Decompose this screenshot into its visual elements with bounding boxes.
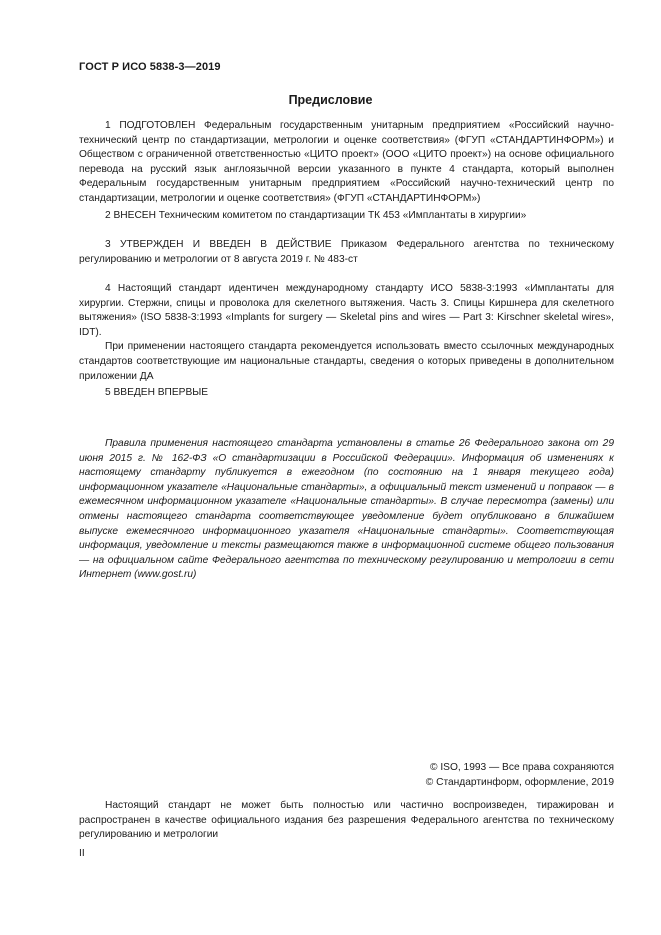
notice-text: Правила применения настоящего стандарта установлены в статье 26 Федерального закона от 29 июня 2015 г. № 162-ФЗ «О стандартизации в Российской Федерации». Информация об изменениях к настоящему стандарту публикуется в ежегодном (по состоянию на 1 января текущего года) информационном указателе «Национальные стандарты», а официальный текст изменений и поправок — в ежемесячном информационном указателе «Национальные стандарты». В случае пересмотра (замены) или отмены настоящего стандарта соответствующее уведомление будет опубликовано в ближайшем выпуске ежемесячного информационного указателя «Национальные стандарты». Соответствующая информация, уведомление и тексты размещаются также в информационной системе общего пользования — на официальном сайте Федерального агентства по техническому регулированию и метрологии в сети Интернет (www.gost.ru)	[79, 438, 614, 581]
preface-item-5	[79, 386, 614, 401]
standard-code-header: ГОСТ Р ИСО 5838-3—2019	[79, 61, 221, 73]
preface-paragraph: 1 ПОДГОТОВЛЕН Федеральным государственным унитарным предприятием «Российский научно-технический центр по стандартизации, метрологии и оценке соответствия» (ФГУП «СТАНДАРТИНФОРМ») и Обществом с ограниченной ответственностью «ЦИТО проект» (ООО «ЦИТО проект») на основе официального перевода на русский язык англоязычной версии указанного в пункте 4 стандарта, который выполнен Федеральным государственным унитарным предприятием «Российский научно-технический центр по стандартизации, метрологии и оценке соответствия» (ФГУП «СТАНДАРТИНФОРМ»)	[79, 120, 614, 204]
reproduction-text: Настоящий стандарт не может быть полностью или частично воспроизведен, тиражирован и распространен в качестве официального издания без разрешения Федерального агентства по техническому регулированию и метрологии	[79, 800, 614, 841]
iso-copyright: © ISO, 1993 — Все права сохраняются	[430, 762, 614, 773]
copyright-block	[426, 761, 614, 790]
preface-paragraph: 4 Настоящий стандарт идентичен международному стандарту ИСО 5838-3:1993 «Имплантаты для хирургии. Стержни, спицы и проволока для скелетного вытяжения. Часть 3. Спицы Киршнера для скелетного вытяжения» (ISO 5838-3:1993 «Implants for surgery — Skeletal pins and wires — Part 3: Kirschner skeletal wires», IDT).	[79, 283, 614, 338]
preface-paragraph: 3 УТВЕРЖДЕН И ВВЕДЕН В ДЕЙСТВИЕ Приказом Федерального агентства по техническому регулированию и метрологии от 8 августа 2019 г. № 483-ст	[79, 239, 614, 265]
preface-item-2	[79, 209, 614, 224]
standartinform-copyright: © Стандартинформ, оформление, 2019	[425, 776, 614, 788]
application-rules-notice	[79, 437, 614, 583]
preface-paragraph: 2 ВНЕСЕН Техническим комитетом по стандартизации ТК 453 «Имплантаты в хирургии»	[105, 210, 527, 221]
preface-item-4	[79, 282, 614, 384]
preface-paragraph: При применении настоящего стандарта рекомендуется использовать вместо ссылочных международных стандартов соответствующие им национальные стандарты, сведения о которых приведены в дополнительном приложении ДА	[79, 341, 614, 382]
preface-item-1	[79, 119, 614, 207]
page-number: II	[79, 848, 85, 859]
reproduction-notice	[79, 799, 614, 843]
preface-paragraph: 5 ВВЕДЕН ВПЕРВЫЕ	[105, 387, 209, 398]
preface-item-3	[79, 238, 614, 267]
preface-title: Предисловие	[288, 93, 373, 107]
